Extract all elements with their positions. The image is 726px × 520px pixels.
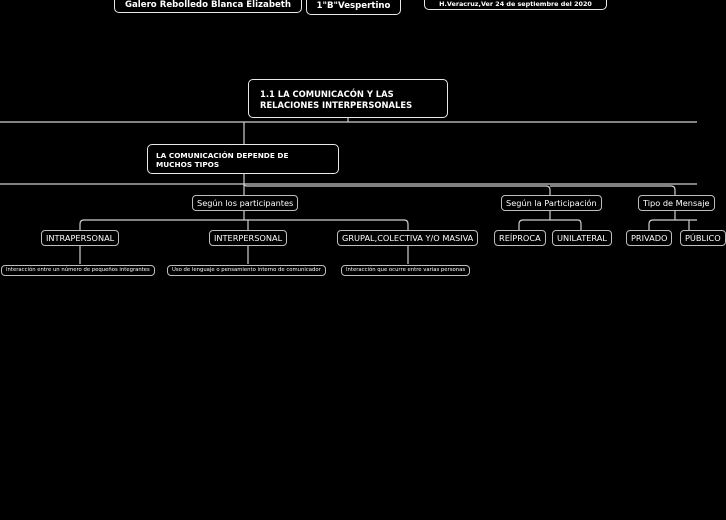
group-name: 1"B"Vespertino xyxy=(316,1,391,11)
connector-central-down xyxy=(244,117,348,146)
connector-notes xyxy=(80,245,408,264)
node-unilateral[interactable]: UNILATERAL xyxy=(552,230,612,246)
category-participantes[interactable]: Según los participantes xyxy=(192,195,298,211)
author-name: Galero Rebolledo Blanca Elizabeth xyxy=(124,0,292,10)
central-topic-line1: 1.1 LA COMUNICACÓN Y LAS xyxy=(260,89,394,99)
main-branch[interactable] xyxy=(147,144,339,174)
place-date: H.Veracruz,Ver 24 de septiembre del 2020 xyxy=(439,0,592,8)
node-reciproca[interactable]: REÍPROCA xyxy=(494,230,546,246)
main-branch-line1: LA COMUNICACIÓN DEPENDE DE xyxy=(156,151,289,160)
node-interpersonal[interactable]: INTERPERSONAL xyxy=(209,230,287,246)
node-intrapersonal[interactable]: INTRAPERSONAL xyxy=(41,230,119,246)
central-topic[interactable] xyxy=(248,79,448,118)
category-participacion[interactable]: Según la Participación xyxy=(501,195,602,211)
node-grupal-colectiva-masiva[interactable]: GRUPAL,COLECTIVA Y/O MASIVA xyxy=(337,230,478,246)
author-box[interactable] xyxy=(114,0,302,13)
group-box[interactable] xyxy=(306,0,401,15)
central-topic-line2: RELACIONES INTERPERSONALES xyxy=(260,100,413,110)
connector-participacion-children xyxy=(519,209,581,230)
note-interpersonal[interactable]: Uso de lenguaje o pensamiento interno de comunicador xyxy=(167,265,326,276)
node-privado[interactable]: PRIVADO xyxy=(626,230,672,246)
main-branch-line2: MUCHOS TIPOS xyxy=(156,160,220,169)
connector-cat-participacion xyxy=(244,184,550,195)
note-intrapersonal[interactable]: Interacción entre un número de pequeños integrantes xyxy=(1,265,155,276)
connector-cat-mensaje xyxy=(550,186,675,195)
connector-mensaje-children xyxy=(649,209,697,230)
node-publico[interactable]: PÚBLICO xyxy=(680,230,726,246)
place-date-box[interactable] xyxy=(424,0,607,10)
connector-participantes-children xyxy=(80,209,408,230)
note-grupal[interactable]: Interacción que ocurre entre varias personas xyxy=(341,265,470,276)
category-tipo-mensaje[interactable]: Tipo de Mensaje xyxy=(638,195,715,211)
